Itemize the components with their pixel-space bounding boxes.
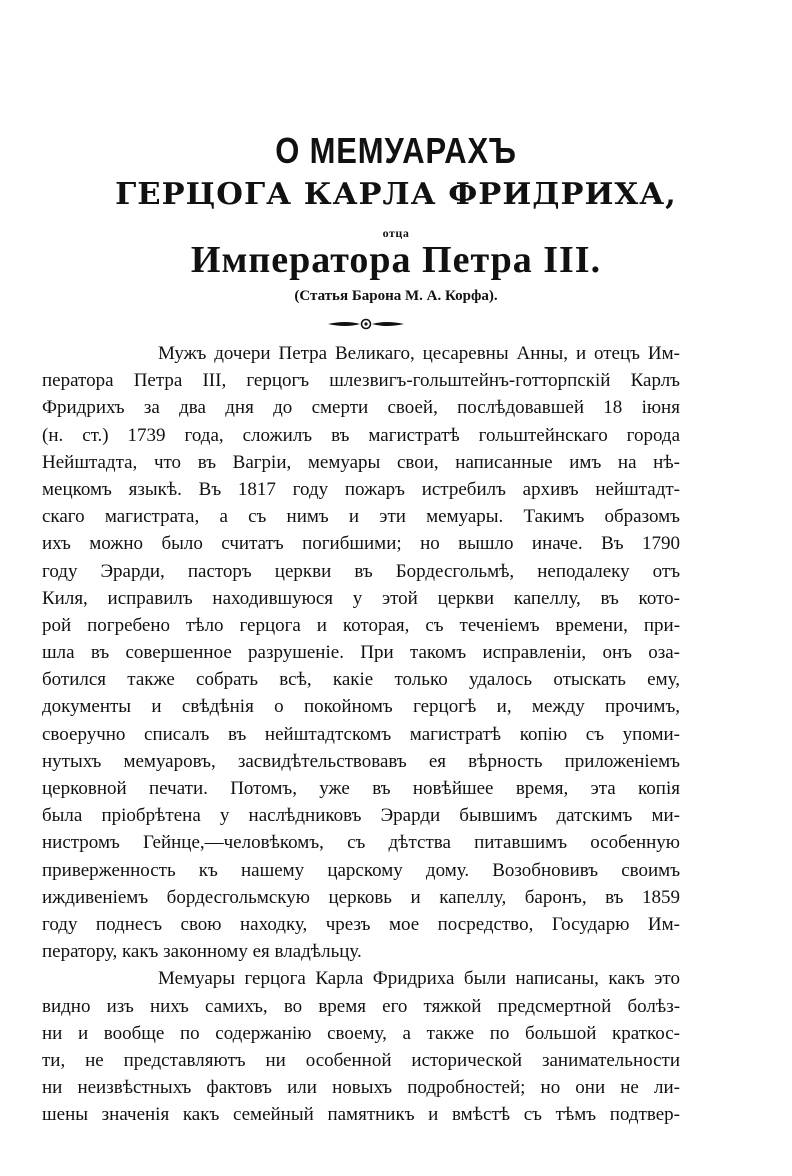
- text-line: ни неизвѣстныхъ фактовъ или новыхъ подробностей; но они не ли-: [42, 1077, 680, 1099]
- text-line: ператору, какъ законному ея владѣльцу.: [42, 941, 362, 963]
- text-line: Фридрихъ за два дня до смерти своей, послѣдовавшей 18 іюня: [42, 397, 680, 419]
- title-line-4: Императора Петра III.: [190, 239, 602, 281]
- text-line: Мужъ дочери Петра Великаго, цесаревны Анны, и отецъ Им-: [158, 343, 680, 364]
- text-line: шены значенія какъ семейный памятникъ и вмѣстѣ съ тѣмъ подтвер-: [42, 1104, 681, 1126]
- ornament-divider-icon: [326, 316, 406, 332]
- text-line: рой погребено тѣло герцога и которая, съ теченіемъ времени, при-: [42, 614, 681, 636]
- article-body: [42, 340, 680, 1128]
- text-line: Мемуары герцога Карла Фридриха были написаны, какъ это: [158, 968, 680, 990]
- text-line: скаго магистрата, а съ нимъ и эти мемуары. Такимъ образомъ: [42, 506, 680, 528]
- text-line: видно изъ нихъ самихъ, во время его тяжкой предсмертной болѣз-: [42, 995, 681, 1017]
- paragraph: [42, 965, 680, 1128]
- text-line: своеручно списалъ въ нейштадтскомъ магистратѣ копію съ упоми-: [42, 723, 680, 745]
- text-line: нутыхъ мемуаровъ, засвидѣтельствовавъ ея вѣрность приложеніемъ: [42, 750, 680, 772]
- text-line: ихъ можно было считатъ погибшими; но вышло иначе. Въ 1790: [42, 533, 681, 555]
- text-line: Нейштадта, что въ Вагріи, мемуары свои, написанные имъ на нѣ-: [42, 451, 680, 473]
- text-line: ни и вообще по содержанію своему, а также по большой краткос-: [42, 1022, 680, 1044]
- text-line: ботился также собрать всѣ, какіе только удалось отыскать ему,: [42, 669, 680, 691]
- text-line: нистромъ Гейнце,—человѣкомъ, съ дѣтства питавшимъ особенную: [42, 832, 680, 854]
- text-line: мецкомъ языкѣ. Въ 1817 году пожаръ истребилъ архивъ нейштадт-: [42, 478, 681, 500]
- title-line-2: ГЕРЦОГА КАРЛА ФРИДРИХА,: [115, 177, 677, 212]
- text-line: году Эрарди, пасторъ церкви въ Бордесгольмѣ, неподалеку отъ: [42, 560, 681, 582]
- author-credit: (Статья Барона М. А. Корфа).: [294, 288, 498, 304]
- title-line-3: отца: [382, 226, 410, 240]
- text-line: иждивеніемъ бордесгольмскую церковь и капеллу, баронъ, въ 1859: [42, 886, 680, 908]
- text-line: ператора Петра III, герцогъ шлезвигъ-гольштейнъ-готторпскій Карлъ: [42, 370, 680, 392]
- title-line-1: О МЕМУАРАХЪ: [275, 130, 517, 171]
- text-line: (н. ст.) 1739 года, сложилъ въ магистратѣ гольштейнскаго города: [42, 424, 681, 446]
- paragraph: [42, 340, 680, 965]
- text-line: году поднесъ свою находку, чрезъ мое посредство, Государю Им-: [42, 913, 680, 935]
- text-line: Киля, исправилъ находившуюся у этой церкви капеллу, въ кото-: [42, 587, 680, 609]
- text-line: шла въ совершенное разрушеніе. При такомъ исправленіи, онъ оза-: [42, 642, 681, 664]
- text-line: была пріобрѣтена у наслѣдниковъ Эрарди бывшимъ датскимъ ми-: [42, 805, 680, 827]
- text-line: приверженность къ нашему царскому дому. Возобновивъ своимъ: [42, 859, 681, 881]
- text-line: документы и свѣдѣнія о покойномъ герцогѣ и, между прочимъ,: [42, 696, 681, 718]
- text-line: церковной печати. Потомъ, уже въ новѣйшее время, эта копія: [42, 778, 680, 799]
- text-line: ти, не представляютъ ни особенной исторической занимательности: [42, 1049, 680, 1071]
